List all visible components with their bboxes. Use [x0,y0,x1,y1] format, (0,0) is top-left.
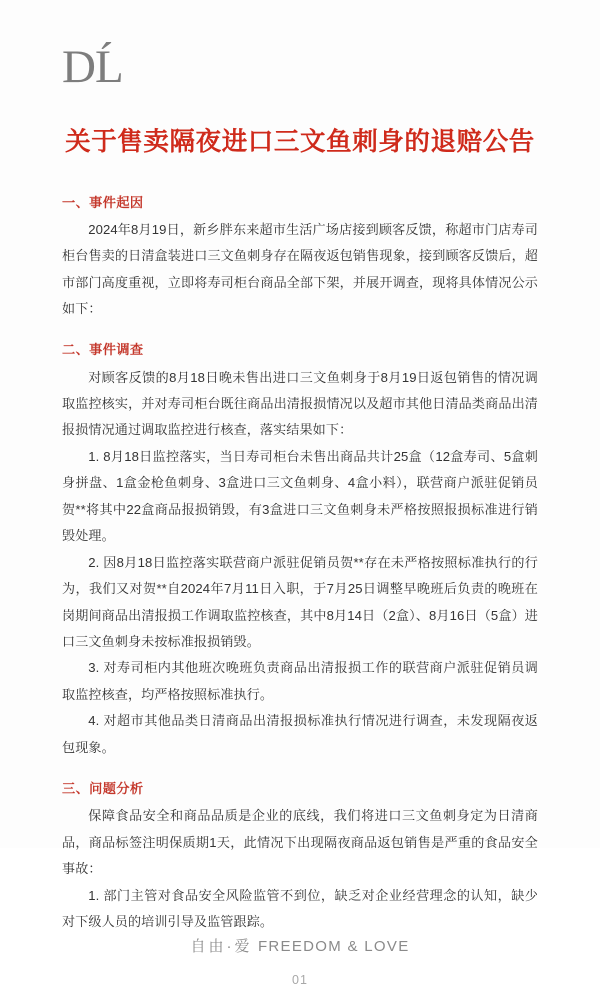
paragraph: 1. 部门主管对食品安全风险监管不到位，缺乏对企业经营理念的认知，缺少对下级人员的培训引导及监管跟踪。 [62,887,538,930]
brand-slogan [0,935,600,956]
page-footer [0,935,600,1001]
brand-slogan-en: FREEDOM & LOVE [257,938,410,956]
section-heading: 三、问题分析 [62,781,144,797]
paragraph: 3. 对寿司柜内其他班次晚班负责商品出清报损工作的联营商户派驻促销员调取监控核查，均严格按照标准执行。 [62,660,538,702]
section-spacer [62,761,538,778]
paragraph: 对顾客反馈的8月18日晚未售出进口三文鱼刺身于8月19日返包销售的情况调取监控核实，并对寿司柜台既往商品出清报损情况以及超市其他日清品类商品出清报损情况通过调取监控进行核查，落实结果如下： [62,369,538,438]
section-problem-analysis [62,778,538,935]
paragraph: 4. 对超市其他品类日清商品出清报损标准执行情况进行调查，未发现隔夜返包现象。 [62,713,538,755]
page-number: 01 [292,973,308,988]
paragraph: 1. 8月18日监控落实，当日寿司柜台未售出商品共计25盒（12盒寿司、5盒刺身拼盘、1盒金枪鱼刺身、3盒进口三文鱼刺身、4盒小料），联营商户派驻促销员贺**将其中22盒商品报损销毁，有3盒进口三文鱼刺身未严格按照报损标准进行销毁处理。 [62,448,538,544]
paragraph: 2. 因8月18日监控落实联营商户派驻促销员贺**存在未严格按照标准执行的行为，我们又对贺**自2024年7月11日入职，于7月25日调整早晚班后负责的晚班在岗期间商品出清报损工作调取监控核查，其中8月14日（2盒）、8月16日（5盒）进口三文鱼刺身未按标准报损销毁。 [62,554,538,649]
paragraph: 保障食品安全和商品品质是企业的底线，我们将进口三文鱼刺身定为日清商品，商品标签注明保质期1天，此情况下出现隔夜商品返包销售是严重的食品安全事故： [62,808,538,877]
paragraph: 2024年8月19日，新乡胖东来超市生活广场店接到顾客反馈，称超市门店寿司柜台售卖的日清盒装进口三文鱼刺身存在隔夜返包销售现象，接到顾客反馈后，超市部门高度重视，立即将寿司柜台商品全部下架，并展开调查，现将具体情况公示如下： [62,221,538,317]
page-title: 关于售卖隔夜进口三文鱼刺身的退赔公告 [65,128,535,156]
dl-monogram-logo: DĹ [62,41,123,93]
logo-area [0,0,600,91]
section-event-investigation [62,339,538,761]
section-spacer [62,322,538,339]
section-heading: 一、事件起因 [62,194,144,210]
brand-slogan-cn: 自由·爱 [190,938,253,956]
section-heading: 二、事件调查 [62,342,144,358]
section-event-cause [62,192,538,323]
document-body [62,192,538,936]
